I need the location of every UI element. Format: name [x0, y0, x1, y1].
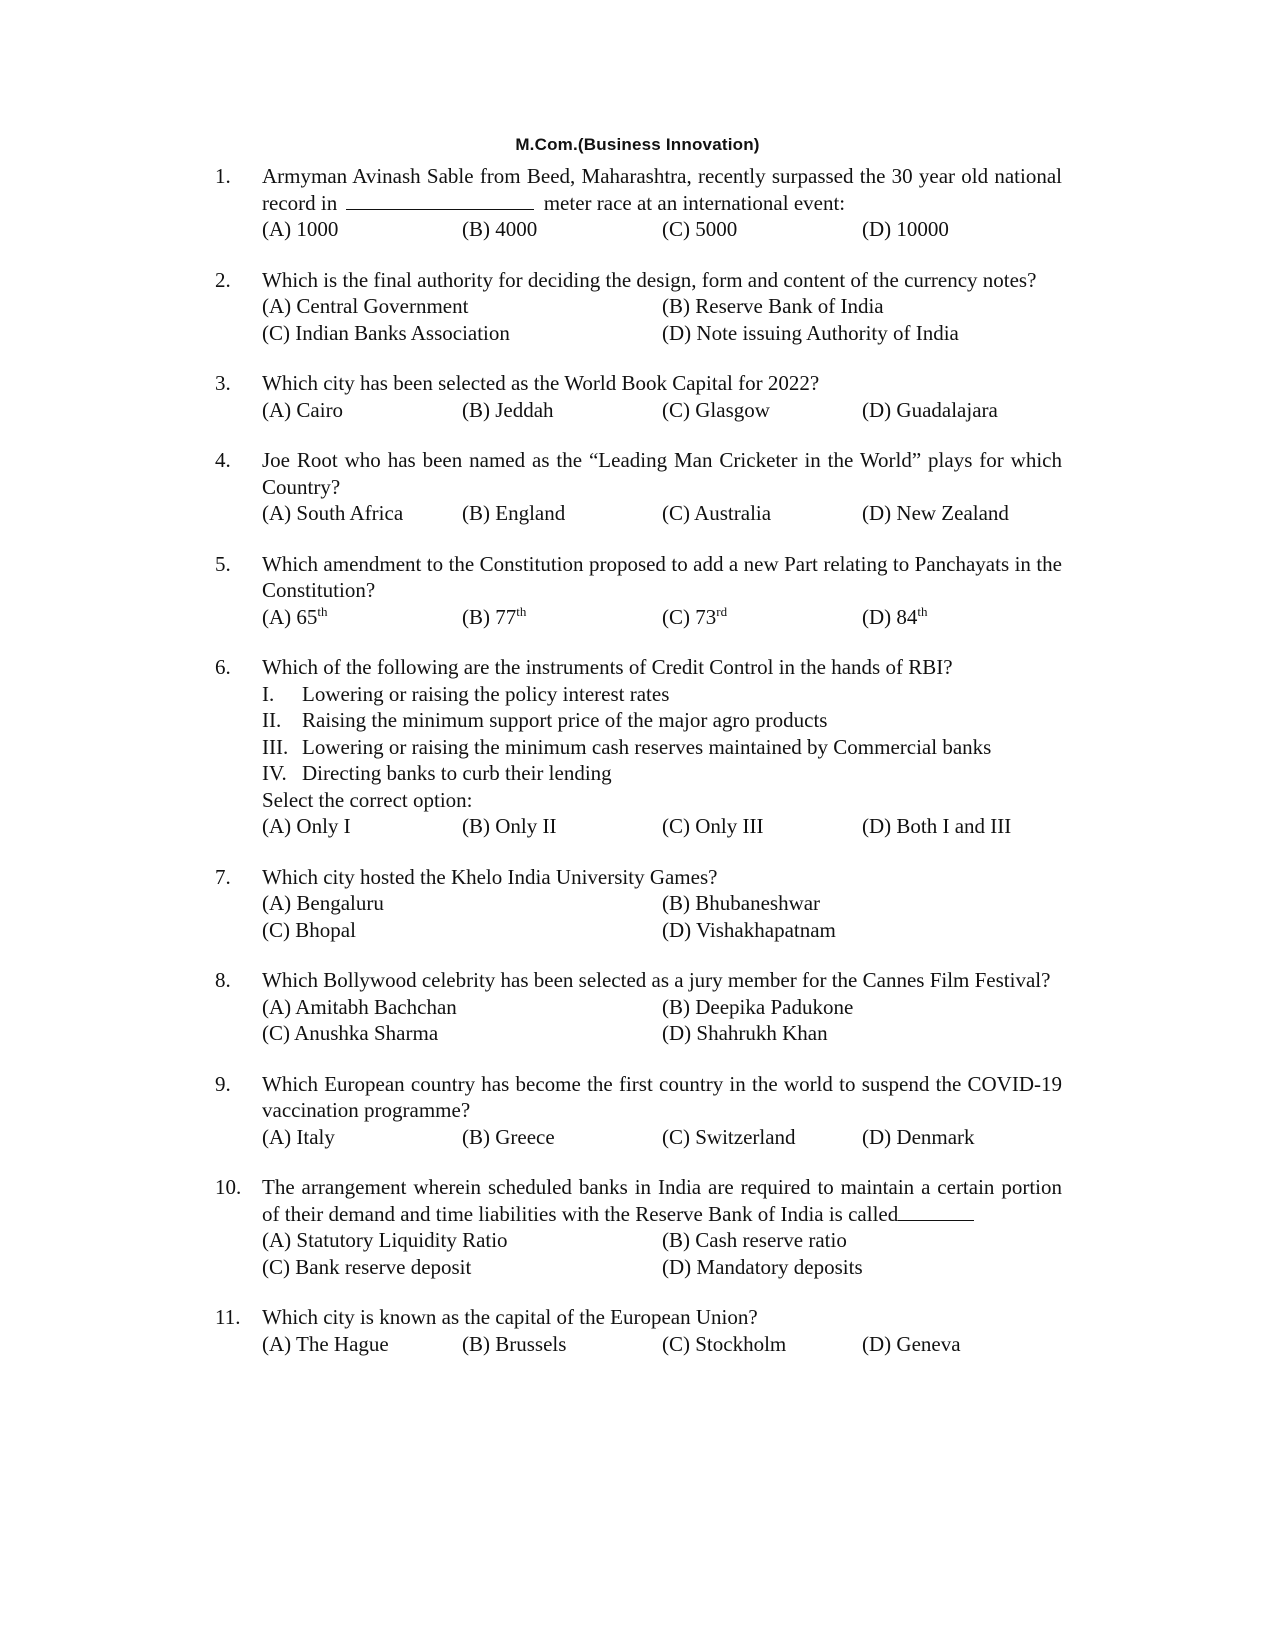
option-c: (C) Bank reserve deposit	[262, 1254, 472, 1279]
option-c	[662, 604, 862, 631]
question-text	[262, 1174, 1062, 1227]
question-number: 3.	[215, 371, 231, 395]
option-d: (D) Vishakhapatnam	[662, 917, 836, 942]
answer-blank	[346, 191, 534, 210]
option-a: (A) Italy	[262, 1124, 335, 1149]
question-prompt: Select the correct option:	[262, 787, 473, 812]
option-a: (A) Statutory Liquidity Ratio	[262, 1228, 508, 1252]
option-b	[462, 604, 662, 631]
question-number: 8.	[215, 968, 231, 992]
question-text: Which is the final authority for deciding the design, form and content of the currency notes?	[262, 267, 1037, 292]
question-number: 11.	[215, 1305, 241, 1329]
option-c: (C) Australia	[662, 501, 772, 525]
question-text-after-blank: meter race at an international event:	[543, 190, 846, 215]
question-number: 10.	[215, 1175, 242, 1199]
page-title: M.Com.(Business Innovation)	[515, 135, 760, 154]
statement-item	[262, 681, 1275, 708]
question-number: 1.	[215, 164, 231, 188]
statement-numeral: II.	[262, 708, 282, 732]
options	[262, 216, 1062, 243]
option-d: (D) 10000	[862, 217, 949, 241]
option-b: (B) Cash reserve ratio	[662, 1228, 847, 1252]
option-b: (B) Bhubaneshwar	[662, 891, 821, 915]
option-b: (B) Greece	[462, 1124, 555, 1149]
question-text: Which city hosted the Khelo India University Games?	[262, 864, 718, 889]
option-d: (D) Shahrukh Khan	[662, 1021, 828, 1045]
statement-text: Lowering or raising the minimum cash reserves maintained by Commercial banks	[302, 734, 992, 759]
statement-item	[262, 707, 1275, 734]
option-value: (C) 73	[662, 604, 717, 629]
question-3	[0, 370, 1275, 423]
option-value: (B) 77	[462, 604, 517, 629]
options	[262, 813, 1062, 840]
question-4	[0, 447, 1275, 527]
option-c: (C) Only III	[662, 814, 764, 838]
statement-item	[262, 734, 1275, 761]
options	[262, 604, 1062, 631]
question-number: 7.	[215, 864, 231, 889]
option-b: (B) England	[462, 501, 566, 525]
option-d: (D) Mandatory deposits	[662, 1254, 863, 1279]
option-c: (C) Bhopal	[262, 917, 356, 942]
question-8	[0, 967, 1275, 1047]
question-text: Which Bollywood celebrity has been selected as a jury member for the Cannes Film Festival?	[262, 968, 1051, 992]
options	[262, 397, 1062, 424]
statement-numeral: I.	[262, 681, 275, 706]
question-text: Which city has been selected as the World Book Capital for 2022?	[262, 371, 820, 395]
question-1	[0, 163, 1275, 243]
option-a: (A) Cairo	[262, 397, 344, 422]
statement-text: Raising the minimum support price of the major agro products	[302, 708, 828, 732]
question-7	[0, 864, 1275, 944]
question-6	[0, 654, 1275, 840]
options	[262, 1227, 1062, 1280]
ordinal-suffix: rd	[716, 603, 728, 619]
option-d: (D) Denmark	[862, 1124, 975, 1149]
option-d: (D) Guadalajara	[862, 397, 998, 422]
option-value: (A) 65	[262, 604, 318, 629]
question-text: Joe Root who has been named as the “Leading Man Cricketer in the World” plays for which Country?	[262, 448, 1062, 499]
option-d: (D) New Zealand	[862, 501, 1009, 525]
question-10	[0, 1174, 1275, 1280]
option-a	[262, 604, 462, 631]
option-a: (A) South Africa	[262, 501, 404, 525]
question-number: 4.	[215, 448, 231, 472]
option-d: (D) Both I and III	[862, 814, 1012, 838]
option-b: (B) Brussels	[462, 1331, 567, 1356]
question-number: 6.	[215, 655, 231, 679]
option-b: (B) Only II	[462, 814, 557, 838]
option-b: (B) Jeddah	[462, 397, 554, 422]
options	[262, 293, 1062, 346]
option-a: (A) Central Government	[262, 294, 469, 318]
question-number: 5.	[215, 551, 231, 576]
ordinal-suffix: th	[516, 603, 527, 619]
options	[262, 994, 1062, 1047]
question-number: 9.	[215, 1071, 231, 1096]
question-list	[0, 163, 1275, 1381]
statement-text: Lowering or raising the policy interest rates	[302, 681, 670, 706]
question-5	[0, 551, 1275, 631]
option-c: (C) Anushka Sharma	[262, 1021, 439, 1045]
option-a: (A) The Hague	[262, 1331, 389, 1356]
statement-text: Directing banks to curb their lending	[302, 761, 612, 785]
options	[262, 500, 1062, 527]
option-a: (A) 1000	[262, 217, 339, 241]
ordinal-suffix: th	[317, 603, 328, 619]
question-number: 2.	[215, 267, 231, 292]
option-c: (C) Stockholm	[662, 1331, 787, 1356]
question-11	[0, 1304, 1275, 1357]
statement-numeral: III.	[262, 734, 289, 759]
options	[262, 1124, 1062, 1151]
statement-numeral: IV.	[262, 761, 287, 785]
question-text: Which of the following are the instruments of Credit Control in the hands of RBI?	[262, 655, 953, 679]
question-2	[0, 267, 1275, 347]
answer-blank	[898, 1202, 974, 1221]
question-text-before-blank: Armyman Avinash Sable from Beed, Maharashtra, recently surpassed the 30 year old national record in	[262, 164, 1062, 215]
option-d	[862, 604, 1062, 631]
question-text: Which city is known as the capital of the European Union?	[262, 1305, 758, 1329]
options	[262, 890, 1062, 943]
question-text: Which European country has become the first country in the world to suspend the COVID-19 vaccination programme?	[262, 1071, 1062, 1122]
options	[262, 1331, 1062, 1358]
option-a: (A) Bengaluru	[262, 891, 384, 915]
option-c: (C) Glasgow	[662, 397, 770, 422]
question-text: Which amendment to the Constitution proposed to add a new Part relating to Panchayats in the Constitution?	[262, 551, 1062, 602]
option-c: (C) Switzerland	[662, 1124, 796, 1149]
option-d: (D) Geneva	[862, 1331, 961, 1356]
question-text	[262, 163, 1062, 216]
option-d: (D) Note issuing Authority of India	[662, 320, 959, 345]
option-value: (D) 84	[862, 604, 918, 629]
option-c: (C) 5000	[662, 217, 738, 241]
statement-list	[262, 681, 1275, 787]
question-text-body: The arrangement wherein scheduled banks in India are required to maintain a certain portion of their demand and time liabilities with the Reserve Bank of India is called	[262, 1175, 1062, 1226]
option-a: (A) Only I	[262, 814, 351, 838]
ordinal-suffix: th	[917, 603, 928, 619]
statement-item	[262, 760, 1275, 787]
option-a: (A) Amitabh Bachchan	[262, 994, 457, 1019]
option-b: (B) Deepika Padukone	[662, 994, 854, 1019]
option-b: (B) Reserve Bank of India	[662, 294, 884, 318]
option-c: (C) Indian Banks Association	[262, 320, 510, 345]
question-9	[0, 1071, 1275, 1151]
option-b: (B) 4000	[462, 217, 538, 241]
